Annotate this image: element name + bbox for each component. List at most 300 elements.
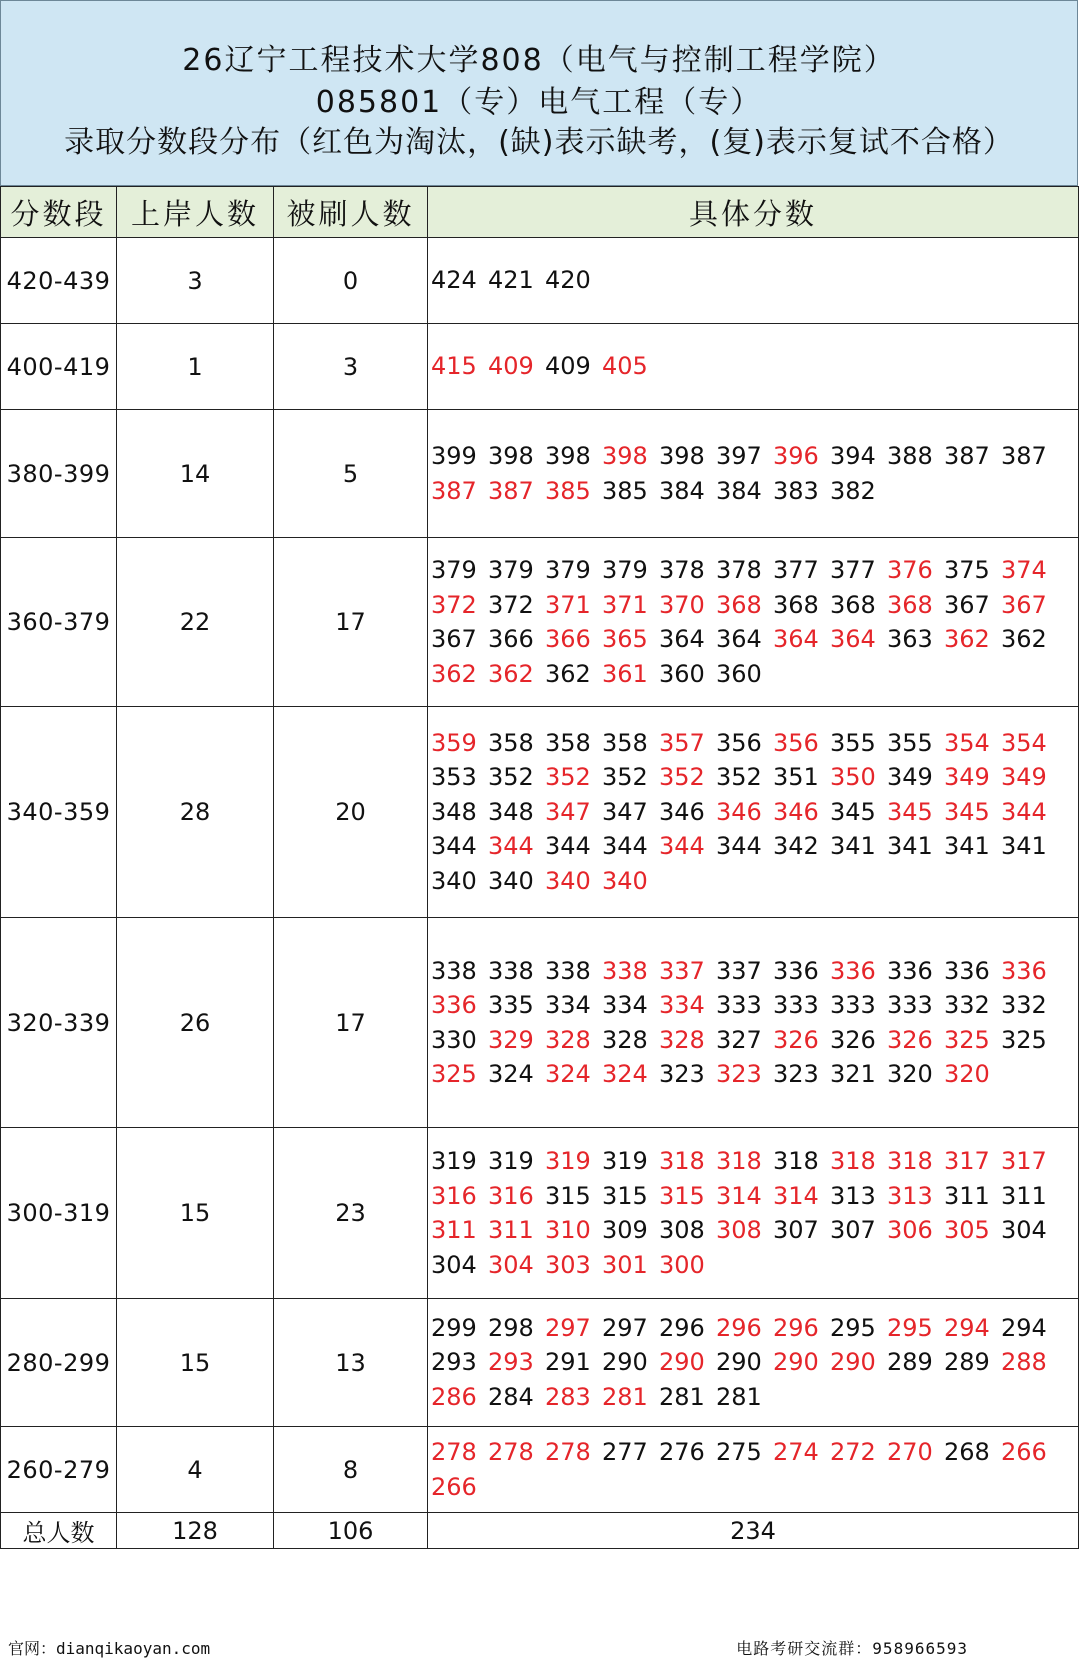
score-eliminated: 283 [545,1382,591,1411]
score-admitted: 356 [716,728,762,757]
score-eliminated: 374 [1001,556,1047,584]
scores-cell [428,324,1079,410]
score-eliminated: 336 [1001,956,1047,985]
score-admitted: 315 [545,1181,591,1210]
score-list [428,1435,1078,1504]
score-admitted: 358 [602,728,648,757]
score-eliminated: 366 [545,625,591,653]
score-eliminated: 323 [716,1060,762,1088]
score-eliminated: 329 [488,1025,534,1054]
score-admitted: 340 [488,866,534,895]
title-line-3: 录取分数段分布（红色为淘汰，(缺)表示缺考，(复)表示复试不合格） [64,125,1014,160]
rejected-cell: 13 [274,1299,428,1427]
score-admitted: 332 [944,991,990,1019]
rejected-cell: 17 [274,538,428,707]
range-cell: 320-339 [1,918,117,1128]
score-admitted: 307 [773,1216,819,1244]
score-admitted: 341 [830,832,876,861]
admitted-cell: 15 [117,1299,274,1427]
score-eliminated: 370 [659,590,705,619]
score-admitted: 336 [773,956,819,985]
score-admitted: 296 [659,1313,705,1342]
score-eliminated: 296 [716,1313,762,1342]
score-admitted: 364 [716,625,762,653]
score-eliminated: 344 [659,832,705,861]
score-eliminated: 349 [944,763,990,792]
score-admitted: 382 [830,476,876,505]
score-admitted: 388 [887,442,933,470]
website-text: 官网：dianqikaoyan.com [8,1639,211,1658]
score-admitted: 276 [659,1438,705,1466]
score-eliminated: 325 [944,1025,990,1054]
score-eliminated: 371 [602,590,648,619]
score-admitted: 307 [830,1216,876,1244]
score-admitted: 352 [602,763,648,792]
score-eliminated: 324 [602,1060,648,1088]
score-eliminated: 336 [830,956,876,985]
score-admitted: 318 [773,1147,819,1175]
score-eliminated: 315 [659,1181,705,1210]
score-admitted: 346 [659,797,705,826]
score-admitted: 334 [602,991,648,1019]
score-admitted: 337 [716,956,762,985]
score-admitted: 319 [488,1147,534,1175]
score-admitted: 384 [659,476,705,505]
score-list [428,726,1078,899]
title-line-2: 085801（专）电气工程（专） [315,85,763,120]
score-admitted: 379 [545,556,591,584]
table-row [1,1299,1079,1427]
score-eliminated: 359 [431,728,477,757]
table-row [1,707,1079,918]
score-admitted: 397 [716,442,762,470]
score-admitted: 325 [1001,1025,1047,1054]
score-eliminated: 346 [773,797,819,826]
score-admitted: 334 [545,991,591,1019]
score-eliminated: 293 [488,1348,534,1377]
table-body [1,238,1079,1549]
score-admitted: 421 [488,266,534,295]
score-admitted: 348 [488,797,534,826]
score-admitted: 299 [431,1313,477,1342]
score-eliminated: 317 [1001,1147,1047,1175]
scores-cell [428,538,1079,707]
score-eliminated: 290 [659,1348,705,1377]
score-list [428,1144,1078,1282]
score-eliminated: 290 [830,1348,876,1377]
score-eliminated: 345 [887,797,933,826]
score-eliminated: 349 [1001,763,1047,792]
score-eliminated: 405 [602,352,648,381]
score-eliminated: 356 [773,728,819,757]
score-admitted: 297 [602,1313,648,1342]
score-eliminated: 326 [773,1025,819,1054]
range-cell: 380-399 [1,410,117,538]
score-admitted: 384 [716,476,762,505]
score-admitted: 349 [887,763,933,792]
total-admitted: 128 [117,1513,274,1549]
table-row [1,918,1079,1128]
score-eliminated: 300 [659,1250,705,1279]
score-admitted: 355 [830,728,876,757]
score-list [428,553,1078,691]
score-eliminated: 290 [773,1348,819,1377]
score-eliminated: 347 [545,797,591,826]
rejected-cell: 5 [274,410,428,538]
score-admitted: 327 [716,1025,762,1054]
score-admitted: 387 [1001,442,1047,470]
score-admitted: 304 [431,1250,477,1279]
score-admitted: 344 [716,832,762,861]
score-admitted: 321 [830,1060,876,1088]
score-admitted: 336 [944,956,990,985]
score-list [428,1311,1078,1415]
score-eliminated: 387 [431,476,477,505]
score-list [428,954,1078,1092]
score-admitted: 268 [944,1438,990,1466]
admitted-cell: 4 [117,1427,274,1513]
score-eliminated: 362 [431,659,477,688]
range-cell: 420-439 [1,238,117,324]
rejected-cell: 3 [274,324,428,410]
title-line-1: 26辽宁工程技术大学808（电气与控制工程学院） [182,43,896,78]
score-admitted: 323 [659,1060,705,1088]
score-eliminated: 310 [545,1216,591,1244]
score-eliminated: 354 [1001,728,1047,757]
score-admitted: 328 [602,1025,648,1054]
score-eliminated: 367 [1001,590,1047,619]
score-admitted: 290 [716,1348,762,1377]
score-eliminated: 318 [659,1147,705,1175]
score-admitted: 360 [716,659,762,688]
score-eliminated: 336 [431,991,477,1019]
score-eliminated: 344 [1001,797,1047,826]
score-eliminated: 301 [602,1250,648,1279]
score-admitted: 366 [488,625,534,653]
score-eliminated: 346 [716,797,762,826]
score-admitted: 398 [488,442,534,470]
score-admitted: 424 [431,266,477,295]
score-admitted: 353 [431,763,477,792]
score-admitted: 377 [830,556,876,584]
score-eliminated: 409 [488,352,534,381]
score-admitted: 289 [944,1348,990,1377]
score-admitted: 351 [773,763,819,792]
score-eliminated: 372 [431,590,477,619]
score-eliminated: 311 [431,1216,477,1244]
score-admitted: 313 [830,1181,876,1210]
score-admitted: 338 [488,956,534,985]
score-eliminated: 306 [887,1216,933,1244]
score-eliminated: 344 [488,832,534,861]
total-rejected: 106 [274,1513,428,1549]
score-eliminated: 266 [431,1472,477,1501]
score-admitted: 348 [431,797,477,826]
total-all: 234 [428,1513,1079,1549]
admitted-cell: 3 [117,238,274,324]
score-admitted: 338 [431,956,477,985]
score-admitted: 319 [431,1147,477,1175]
score-admitted: 379 [602,556,648,584]
score-admitted: 385 [602,476,648,505]
score-admitted: 377 [773,556,819,584]
score-admitted: 352 [716,763,762,792]
score-eliminated: 313 [887,1181,933,1210]
score-admitted: 387 [944,442,990,470]
title-banner [0,0,1078,186]
admitted-cell: 28 [117,707,274,918]
score-admitted: 378 [659,556,705,584]
score-admitted: 291 [545,1348,591,1377]
score-admitted: 347 [602,797,648,826]
score-eliminated: 274 [773,1438,819,1466]
score-admitted: 378 [716,556,762,584]
score-admitted: 333 [830,991,876,1019]
score-admitted: 333 [887,991,933,1019]
score-eliminated: 314 [716,1181,762,1210]
score-admitted: 311 [944,1181,990,1210]
footer [0,1628,1078,1666]
admitted-cell: 14 [117,410,274,538]
score-eliminated: 368 [716,590,762,619]
score-admitted: 289 [887,1348,933,1377]
table-header-row [1,187,1079,238]
score-eliminated: 278 [431,1438,477,1466]
score-eliminated: 325 [431,1060,477,1088]
score-admitted: 319 [602,1147,648,1175]
score-admitted: 379 [431,556,477,584]
score-eliminated: 415 [431,352,477,381]
score-admitted: 420 [545,266,591,295]
score-eliminated: 328 [545,1025,591,1054]
score-eliminated: 303 [545,1250,591,1279]
score-eliminated: 305 [944,1216,990,1244]
score-eliminated: 324 [545,1060,591,1088]
score-admitted: 323 [773,1060,819,1088]
table-row [1,324,1079,410]
score-eliminated: 272 [830,1438,876,1466]
score-eliminated: 295 [887,1313,933,1342]
score-eliminated: 396 [773,442,819,470]
score-eliminated: 326 [887,1025,933,1054]
score-admitted: 333 [773,991,819,1019]
score-eliminated: 385 [545,476,591,505]
score-admitted: 295 [830,1313,876,1342]
score-eliminated: 296 [773,1313,819,1342]
score-admitted: 284 [488,1382,534,1411]
table-row [1,1128,1079,1299]
score-eliminated: 308 [716,1216,762,1244]
range-cell: 340-359 [1,707,117,918]
score-eliminated: 340 [602,866,648,895]
score-admitted: 342 [773,832,819,861]
score-admitted: 358 [545,728,591,757]
score-eliminated: 376 [887,556,933,584]
range-cell: 280-299 [1,1299,117,1427]
score-admitted: 363 [887,625,933,653]
score-eliminated: 316 [488,1181,534,1210]
score-list [428,349,1078,384]
score-admitted: 304 [1001,1216,1047,1244]
score-admitted: 345 [830,797,876,826]
rejected-cell: 23 [274,1128,428,1299]
scores-cell [428,707,1079,918]
score-admitted: 340 [431,866,477,895]
score-eliminated: 311 [488,1216,534,1244]
score-admitted: 344 [545,832,591,861]
score-admitted: 394 [830,442,876,470]
rejected-cell: 17 [274,918,428,1128]
admitted-cell: 1 [117,324,274,410]
score-eliminated: 318 [830,1147,876,1175]
score-admitted: 399 [431,442,477,470]
score-eliminated: 304 [488,1250,534,1279]
table-row [1,238,1079,324]
score-admitted: 308 [659,1216,705,1244]
score-admitted: 298 [488,1313,534,1342]
score-admitted: 281 [716,1382,762,1411]
scores-cell [428,918,1079,1128]
score-eliminated: 361 [602,659,648,688]
rejected-cell: 8 [274,1427,428,1513]
range-cell: 400-419 [1,324,117,410]
score-admitted: 335 [488,991,534,1019]
score-admitted: 372 [488,590,534,619]
score-admitted: 309 [602,1216,648,1244]
score-list [428,439,1078,508]
score-eliminated: 387 [488,476,534,505]
table-row [1,410,1079,538]
score-admitted: 352 [488,763,534,792]
score-eliminated: 319 [545,1147,591,1175]
range-cell: 360-379 [1,538,117,707]
score-eliminated: 352 [545,763,591,792]
score-admitted: 330 [431,1025,477,1054]
scores-cell [428,1427,1079,1513]
score-admitted: 293 [431,1348,477,1377]
score-eliminated: 371 [545,590,591,619]
score-admitted: 315 [602,1181,648,1210]
score-eliminated: 338 [602,956,648,985]
score-eliminated: 314 [773,1181,819,1210]
score-admitted: 336 [887,956,933,985]
total-row [1,1513,1079,1549]
score-eliminated: 286 [431,1382,477,1411]
score-admitted: 344 [602,832,648,861]
score-eliminated: 362 [488,659,534,688]
score-admitted: 338 [545,956,591,985]
score-admitted: 409 [545,352,591,381]
score-admitted: 281 [659,1382,705,1411]
score-admitted: 368 [773,590,819,619]
score-eliminated: 398 [602,442,648,470]
range-cell: 300-319 [1,1128,117,1299]
scores-cell [428,410,1079,538]
score-admitted: 368 [830,590,876,619]
score-admitted: 379 [488,556,534,584]
score-admitted: 341 [944,832,990,861]
score-admitted: 332 [1001,991,1047,1019]
score-admitted: 333 [716,991,762,1019]
table-row [1,538,1079,707]
score-admitted: 344 [431,832,477,861]
score-admitted: 355 [887,728,933,757]
score-admitted: 398 [659,442,705,470]
score-eliminated: 294 [944,1313,990,1342]
score-eliminated: 281 [602,1382,648,1411]
total-label: 总人数 [1,1513,117,1549]
score-admitted: 290 [602,1348,648,1377]
score-eliminated: 316 [431,1181,477,1210]
scores-cell [428,1299,1079,1427]
score-eliminated: 337 [659,956,705,985]
table-row [1,1427,1079,1513]
score-eliminated: 278 [488,1438,534,1466]
score-eliminated: 317 [944,1147,990,1175]
score-admitted: 362 [1001,625,1047,653]
score-eliminated: 328 [659,1025,705,1054]
score-admitted: 367 [944,590,990,619]
score-eliminated: 266 [1001,1438,1047,1466]
score-eliminated: 362 [944,625,990,653]
score-admitted: 383 [773,476,819,505]
score-admitted: 326 [830,1025,876,1054]
score-admitted: 364 [659,625,705,653]
score-eliminated: 364 [830,625,876,653]
score-eliminated: 270 [887,1438,933,1466]
column-header-scores: 具体分数 [428,187,1079,238]
score-eliminated: 368 [887,590,933,619]
column-header-range: 分数段 [1,187,117,238]
score-list [428,263,1078,298]
scores-cell [428,1128,1079,1299]
score-eliminated: 364 [773,625,819,653]
group-text: 电路考研交流群：958966593 [736,1639,968,1658]
score-eliminated: 320 [944,1060,990,1088]
score-admitted: 360 [659,659,705,688]
scores-cell [428,238,1079,324]
rejected-cell: 20 [274,707,428,918]
score-admitted: 324 [488,1060,534,1088]
range-cell: 260-279 [1,1427,117,1513]
score-admitted: 367 [431,625,477,653]
score-eliminated: 318 [887,1147,933,1175]
column-header-rejected: 被刷人数 [274,187,428,238]
score-distribution-table [0,186,1079,1549]
rejected-cell: 0 [274,238,428,324]
score-eliminated: 334 [659,991,705,1019]
score-admitted: 341 [1001,832,1047,861]
score-eliminated: 318 [716,1147,762,1175]
score-eliminated: 354 [944,728,990,757]
column-header-admitted: 上岸人数 [117,187,274,238]
score-eliminated: 297 [545,1313,591,1342]
admitted-cell: 15 [117,1128,274,1299]
score-eliminated: 288 [1001,1348,1047,1377]
score-eliminated: 345 [944,797,990,826]
score-admitted: 320 [887,1060,933,1088]
score-admitted: 294 [1001,1313,1047,1342]
score-eliminated: 365 [602,625,648,653]
score-eliminated: 357 [659,728,705,757]
admitted-cell: 26 [117,918,274,1128]
score-admitted: 358 [488,728,534,757]
score-admitted: 362 [545,659,591,688]
admitted-cell: 22 [117,538,274,707]
score-admitted: 341 [887,832,933,861]
score-eliminated: 340 [545,866,591,895]
score-admitted: 275 [716,1438,762,1466]
